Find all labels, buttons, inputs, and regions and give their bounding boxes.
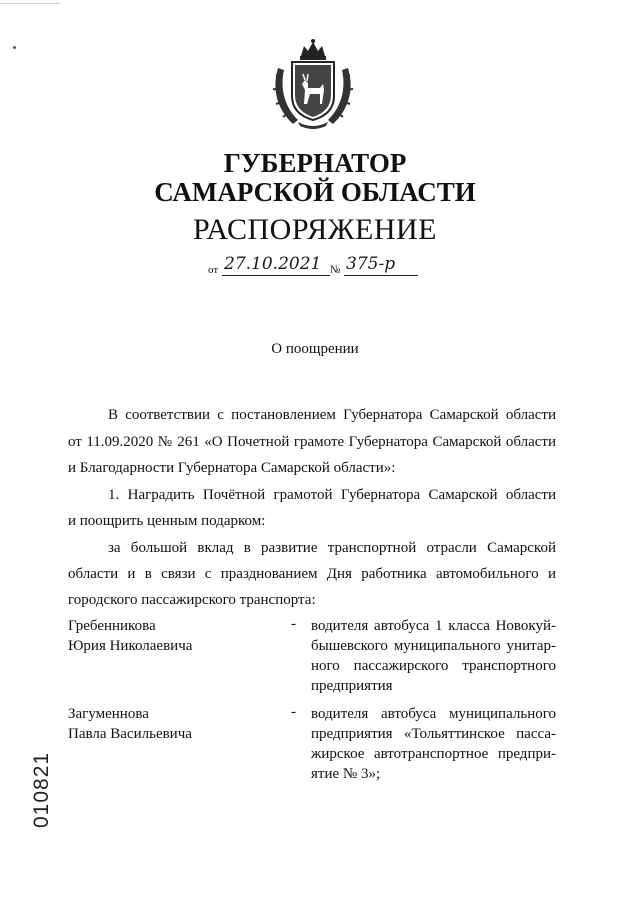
reason-line-2: области и в связи с празднованием Дня работника автомобильного и <box>68 566 556 582</box>
awardee-2-position <box>311 704 556 784</box>
awardee-2-position-line: предприятия «Тольяттинское пасса- <box>311 726 556 742</box>
reason-line-1: за большой вклад в развитие транспортной отрасли Самарской <box>108 540 556 556</box>
item1-line-2: и поощрить ценным подарком: <box>68 513 266 529</box>
title-region: САМАРСКОЙ ОБЛАСТИ <box>154 177 476 207</box>
intro-line-3: и Благодарности Губернатора Самарской области»: <box>68 460 396 476</box>
awardee-2-position-line: жирское автотранспортное предпри- <box>311 746 556 762</box>
awardee-1-position <box>311 616 556 696</box>
handwritten-number: 375-р <box>346 254 396 274</box>
awardee-1-position-line: бышевского муниципального унитар- <box>311 638 556 654</box>
item1-line-1: 1. Наградить Почётной грамотой Губернатора Самарской области <box>108 487 556 503</box>
scan-edge-line <box>0 3 60 4</box>
awardee-2-given: Павла Васильевича <box>68 726 192 742</box>
awardee-1-surname: Гребенникова <box>68 618 156 634</box>
awardee-2-dash: - <box>291 704 296 720</box>
awardee-1-position-line: предприятия <box>311 678 393 694</box>
awardee-1-given: Юрия Николаевича <box>68 638 193 654</box>
awardee-2-position-line: ятие № 3»; <box>311 766 381 782</box>
awardee-2-surname: Загуменнова <box>68 706 149 722</box>
handwritten-date: 27.10.2021 <box>224 254 322 274</box>
date-number-line <box>200 252 430 282</box>
awardee-1-name <box>68 616 192 656</box>
title-governor: ГУБЕРНАТОР <box>223 148 407 178</box>
coat-of-arms-emblem <box>268 38 358 130</box>
date-underline <box>222 275 330 276</box>
vertical-serial-number: 010821 <box>30 751 53 828</box>
number-prefix: № <box>330 264 341 276</box>
awardee-1-position-line: водителя автобуса 1 класса Новокуй- <box>311 618 556 634</box>
number-underline <box>344 275 418 276</box>
document-type-title: РАСПОРЯЖЕНИЕ <box>192 213 438 246</box>
awardee-1-position-line: ного пассажирского транспортного <box>311 658 556 674</box>
date-prefix: от <box>208 264 219 276</box>
intro-line-1: В соответствии с постановлением Губернатора Самарской области <box>108 407 556 423</box>
reason-line-3: городского пассажирского транспорта: <box>68 592 316 608</box>
awardee-2-name <box>68 704 192 744</box>
document-subject: О поощрении <box>271 341 359 357</box>
awardee-2-position-line: водителя автобуса муниципального <box>311 706 556 722</box>
awardee-1-dash: - <box>291 616 296 632</box>
scan-speck <box>13 46 16 49</box>
intro-line-2: от 11.09.2020 № 261 «О Почетной грамоте Губернатора Самарской области <box>68 434 556 450</box>
